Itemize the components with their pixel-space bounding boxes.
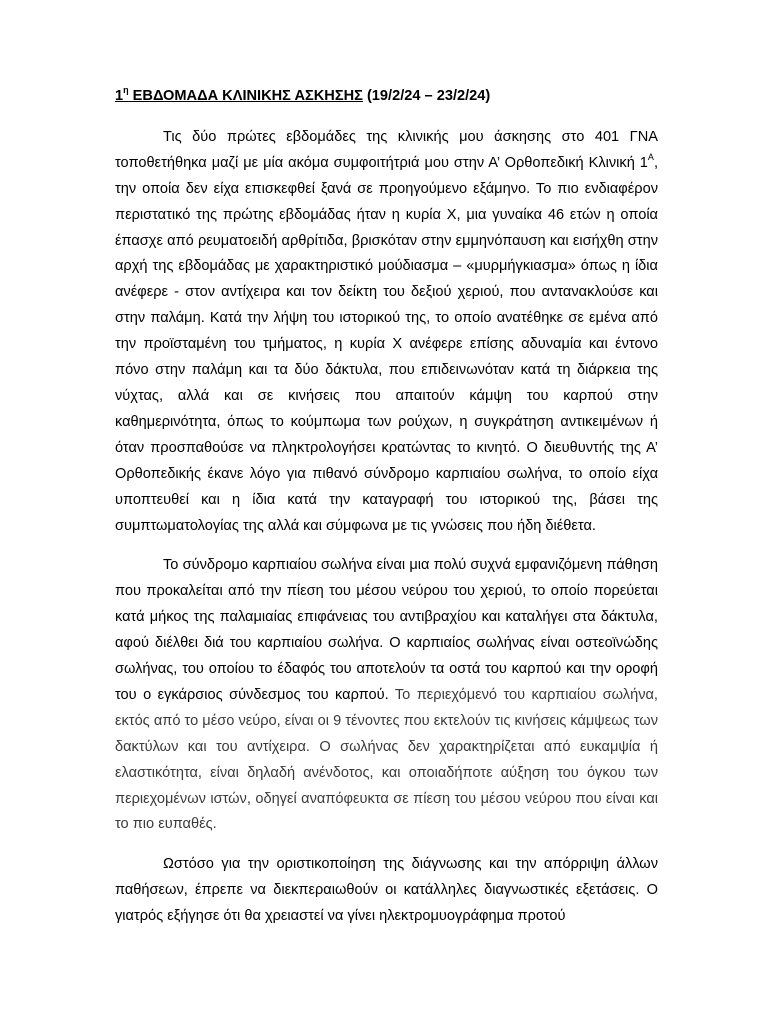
paragraph-1-superscript: Α	[647, 151, 654, 162]
paragraph-1	[115, 125, 658, 540]
heading-number: 1	[115, 88, 124, 104]
paragraph-3-text: Ωστόσο για την οριστικοποίηση της διάγνωσης και την απόρριψη άλλων παθήσεων, έπρεπε να διεκπεραιωθούν οι κατάλληλες διαγνωστικές εξετάσεις. Ο γιατρός εξήγησε ότι θα χρειαστεί να γίνει ηλεκτρομυογράφημα προτού	[115, 856, 658, 925]
heading-title-text: ΕΒΔΟΜΑΔΑ ΚΛΙΝΙΚΗΣ ΑΣΚΗΣΗΣ	[128, 88, 363, 104]
paragraph-2-text-a: Το σύνδρομο καρπιαίου σωλήνα είναι μια πολύ συχνά εμφανιζόμενη πάθηση που προκαλείται από την πίεση του μέσου νεύρου του χεριού, το οποίο πορεύεται κατά μήκος της παλαμιαίας επιφάνειας του αντιβραχίου και καταλήγει στα δάκτυλα, αφού διέλθει διά του καρπιαίου σωλήνα. Ο καρπιαίος σωλήνας είναι οστεοϊνώδης σωλήνας, του οποίου το έδαφός του αποτελούν τα οστά του καρπού και την οροφή του ο εγκάρσιος σύνδεσμος του καρπού.	[115, 557, 658, 703]
heading-dates: (19/2/24 – 23/2/24)	[362, 88, 491, 104]
paragraph-2	[115, 553, 658, 838]
paragraph-1-text-a: Τις δύο πρώτες εβδομάδες της κλινικής μου άσκησης στο 401 ΓΝΑ τοποθετήθηκα μαζί με μία ακόμα συμφοιτήτριά μου στην Α’ Ορθοπεδική Κλινική 1	[115, 128, 658, 171]
heading-ordinal-superscript: η	[123, 85, 129, 96]
paragraph-3	[115, 852, 658, 930]
heading-title	[115, 85, 363, 104]
paragraph-2-text-b: Το περιεχόμενό του καρπιαίου σωλήνα, εκτός από το μέσο νεύρο, είναι οι 9 τένοντες που εκτελούν τις κινήσεις κάμψεως των δακτύλων και του αντίχειρα. Ο σωλήνας δεν χαρακτηρίζεται από ευκαμψία ή ελαστικότητα, είναι δηλαδή ανένδοτος, και οποιαδήποτε αύξηση του όγκου των περιεχομένων ιστών, οδηγεί αναπόφευκτα σε πίεση του μέσου νεύρου που είναι και το πιο ευπαθές.	[115, 686, 658, 833]
section-heading	[115, 84, 658, 110]
document-body	[115, 84, 658, 944]
paragraph-1-text-b: , την οποία δεν είχα επισκεφθεί ξανά σε προηγούμενο εξάμηνο. Το πιο ενδιαφέρον περιστατικό της πρώτης εβδομάδας ήταν η κυρία Χ, μια γυναίκα 46 ετών η οποία έπασχε από ρευματοειδή αρθρίτιδα, βρισκόταν στην εμμηνόπαυση και εισήχθη στην αρχή της εβδομάδας με χαρακτηριστικό μούδιασμα – «μυρμήγκιασμα» όπως η ίδια ανέφερε - στον αντίχειρα και τον δείκτη του δεξιού χεριού, που αντανακλούσε και στην παλάμη. Κατά την λήψη του ιστορικού της, το οποίο ανατέθηκε σε εμένα από την προϊσταμένη του τμήματος, η κυρία Χ ανέφερε επίσης αδυναμία και έντονο πόνο στην παλάμη και τα δύο δάκτυλα, που επιδεινωνόταν κατά τη διάρκεια της νύχτας, αλλά και σε κινήσεις που απαιτούν κάμψη του καρπού στην καθημερινότητα, όπως το κούμπωμα των ρούχων, η συγκράτηση αντικειμένων ή όταν προσπαθούσε να πληκτρολογήσει κρατώντας το κινητό. Ο διευθυντής της Α’ Ορθοπεδικής έκανε λόγο για πιθανό σύνδρομο καρπιαίου σωλήνα, το οποίο είχα υποπτευθεί και η ίδια κατά την καταγραφή του ιστορικού της, βάσει της συμπτωματολογίας της αλλά και σύμφωνα με τις γνώσεις που ήδη διέθετα.	[115, 154, 658, 534]
